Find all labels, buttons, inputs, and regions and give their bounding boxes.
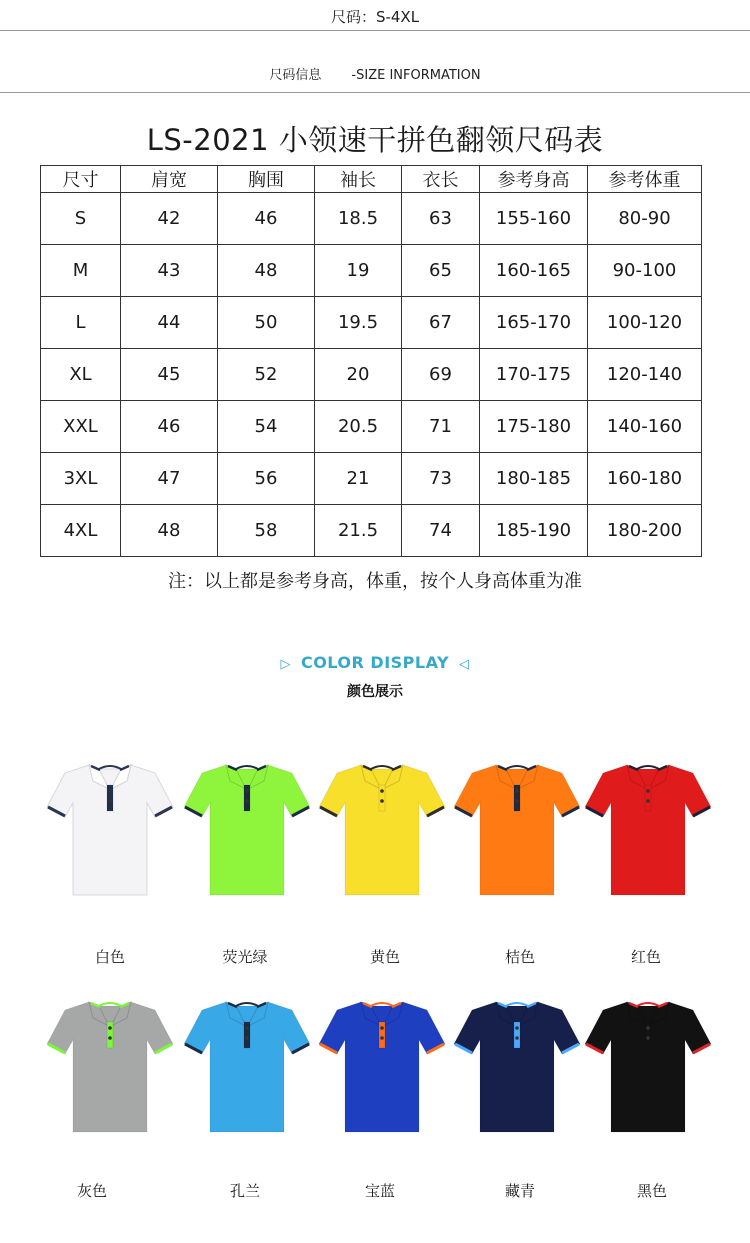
header-weight: 参考体重 [588,166,702,193]
cell-size: XXL [41,401,121,453]
color-label: 黑色 [636,1182,667,1200]
button-dot [245,789,249,793]
polo-shirt-icon [45,755,175,900]
cell-shoulder: 42 [121,193,218,245]
shirt-body [319,1002,445,1132]
header-shoulder: 肩宽 [121,166,218,193]
polo-shirt-icon [317,992,447,1137]
placket [645,785,651,811]
button-dot [515,799,519,803]
button-dot [515,789,519,793]
polo-shirt-icon [583,992,713,1137]
placket [107,785,113,811]
button-dot [380,789,384,793]
cell-shoulder: 45 [121,349,218,401]
color-swatch-item [177,755,317,900]
shirt-body [184,1002,310,1132]
polo-shirt-icon [182,992,312,1137]
shirt-body [585,765,711,895]
size-range-heading: 尺码：S-4XL [330,8,420,26]
button-dot [646,799,650,803]
placket [107,1022,113,1048]
color-swatch-item [177,992,317,1137]
color-swatch-item [40,755,180,900]
shirt-body [319,765,445,895]
table-row [41,453,702,505]
table-row [41,297,702,349]
color-swatch-item [447,992,587,1137]
color-display-subheading: 颜色展示 [347,684,403,700]
shirt-body [454,1002,580,1132]
cell-weight: 90-100 [588,245,702,297]
header-sleeve: 袖长 [315,166,402,193]
cell-sleeve: 18.5 [315,193,402,245]
placket [244,785,250,811]
cell-length: 67 [402,297,480,349]
color-label: 红色 [630,948,661,966]
polo-shirt-icon [452,755,582,900]
cell-shoulder: 43 [121,245,218,297]
cell-chest: 46 [218,193,315,245]
cell-sleeve: 19.5 [315,297,402,349]
color-label: 灰色 [76,1182,107,1200]
color-label: 桔色 [504,948,535,966]
color-swatch-item [578,992,718,1137]
size-info-heading [0,64,750,83]
cell-length: 74 [402,505,480,557]
polo-shirt-icon [583,755,713,900]
table-row [41,401,702,453]
shirt-body [454,765,580,895]
cell-chest: 56 [218,453,315,505]
table-row [41,245,702,297]
shirt-body [47,1002,173,1132]
cell-chest: 54 [218,401,315,453]
button-dot [380,799,384,803]
cell-chest: 58 [218,505,315,557]
color-label: 黄色 [369,948,400,966]
divider-bottom [0,92,750,93]
color-swatch-item [40,992,180,1137]
triangle-right-icon: ▷ [280,657,291,672]
cell-chest: 48 [218,245,315,297]
cell-weight: 140-160 [588,401,702,453]
size-note: 注：以上都是参考身高，体重，按个人身高体重为准 [168,571,582,592]
cell-weight: 80-90 [588,193,702,245]
button-dot [245,1026,249,1030]
cell-length: 69 [402,349,480,401]
size-table-title: LS-2021 小领速干拼色翻领尺码表 [146,123,604,157]
cell-height: 180-185 [480,453,588,505]
header-length: 衣长 [402,166,480,193]
header-chest: 胸围 [218,166,315,193]
button-dot [380,1036,384,1040]
cell-height: 160-165 [480,245,588,297]
cell-sleeve: 21.5 [315,505,402,557]
button-dot [515,1026,519,1030]
cell-shoulder: 48 [121,505,218,557]
color-label: 藏青 [504,1182,535,1200]
divider-top [0,30,750,31]
color-swatch-item [312,755,452,900]
cell-size: XL [41,349,121,401]
placket [379,785,385,811]
button-dot [245,1036,249,1040]
header-height: 参考身高 [480,166,588,193]
polo-shirt-icon [452,992,582,1137]
color-display-heading [0,653,750,672]
button-dot [108,1026,112,1030]
table-row [41,349,702,401]
button-dot [380,1026,384,1030]
cell-sleeve: 20 [315,349,402,401]
shirt-body [47,765,173,895]
color-display-label: COLOR DISPLAY [300,653,450,672]
cell-size: L [41,297,121,349]
cell-height: 155-160 [480,193,588,245]
polo-shirt-icon [317,755,447,900]
cell-height: 175-180 [480,401,588,453]
button-dot [108,1036,112,1040]
button-dot [646,1036,650,1040]
cell-shoulder: 46 [121,401,218,453]
cell-weight: 120-140 [588,349,702,401]
table-row [41,505,702,557]
placket [514,1022,520,1048]
cell-height: 165-170 [480,297,588,349]
polo-shirt-icon [182,755,312,900]
button-dot [515,1036,519,1040]
color-swatch-item [447,755,587,900]
cell-height: 170-175 [480,349,588,401]
cell-chest: 52 [218,349,315,401]
button-dot [646,789,650,793]
cell-shoulder: 44 [121,297,218,349]
cell-size: 4XL [41,505,121,557]
cell-size: 3XL [41,453,121,505]
polo-shirt-icon [45,992,175,1137]
color-label: 宝蓝 [364,1182,395,1200]
cell-chest: 50 [218,297,315,349]
cell-length: 73 [402,453,480,505]
cell-weight: 180-200 [588,505,702,557]
placket [645,1022,651,1048]
color-label: 白色 [94,948,125,966]
size-info-en: -SIZE INFORMATION [351,68,481,83]
color-label: 荧光绿 [222,948,268,966]
cell-length: 63 [402,193,480,245]
placket [514,785,520,811]
color-swatch-item [312,992,452,1137]
color-label: 孔兰 [229,1182,260,1200]
cell-size: M [41,245,121,297]
table-row [41,193,702,245]
cell-sleeve: 21 [315,453,402,505]
button-dot [108,799,112,803]
color-swatch-item [578,755,718,900]
placket [244,1022,250,1048]
header-size: 尺寸 [41,166,121,193]
cell-length: 65 [402,245,480,297]
cell-sleeve: 19 [315,245,402,297]
shirt-body [585,1002,711,1132]
cell-shoulder: 47 [121,453,218,505]
cell-weight: 160-180 [588,453,702,505]
cell-sleeve: 20.5 [315,401,402,453]
size-table-header-row [41,166,702,193]
cell-size: S [41,193,121,245]
triangle-left-icon: ◁ [459,657,470,672]
shirt-body [184,765,310,895]
cell-height: 185-190 [480,505,588,557]
button-dot [108,789,112,793]
placket [379,1022,385,1048]
cell-length: 71 [402,401,480,453]
cell-weight: 100-120 [588,297,702,349]
button-dot [245,799,249,803]
size-table [40,165,702,557]
button-dot [646,1026,650,1030]
size-info-cn: 尺码信息 [269,68,322,83]
